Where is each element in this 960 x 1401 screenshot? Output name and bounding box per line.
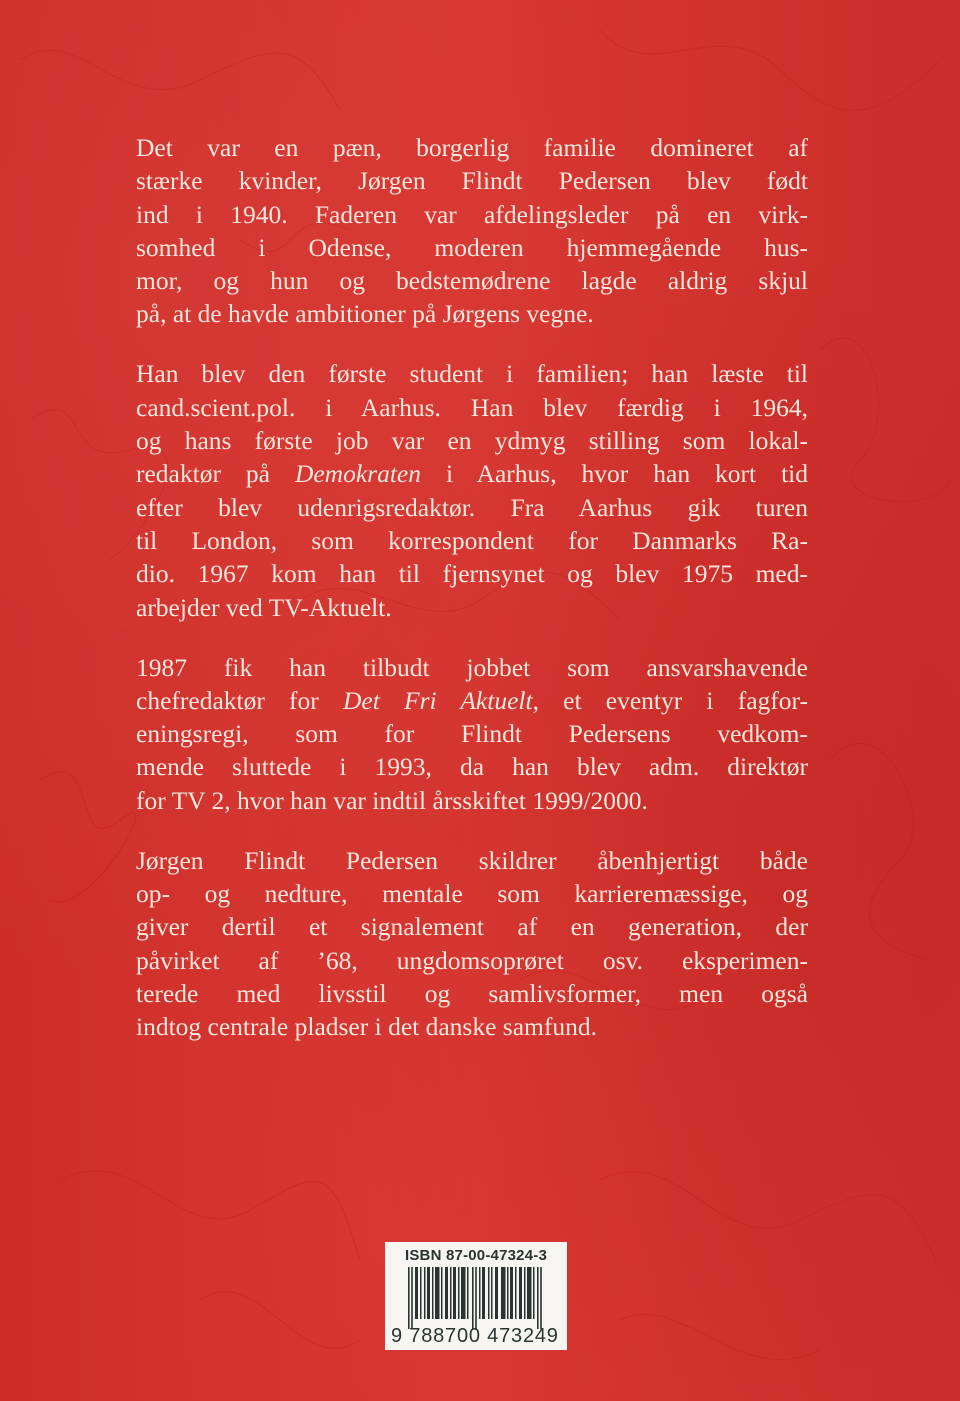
text-segment: chefredaktør for — [136, 685, 343, 715]
newspaper-title-det-fri-aktuelt: Det Fri Aktuelt — [342, 685, 533, 715]
text-line: på, at de havde ambitioner på Jørgens vegne. — [136, 299, 594, 329]
ean-digits: 9 788700 473249 — [391, 1325, 559, 1347]
text-line: indtog centrale pladser i det danske samfund. — [136, 1012, 597, 1042]
text-segment: redaktør på — [136, 459, 295, 489]
isbn-barcode-label — [385, 1242, 567, 1350]
text-line-with-title — [136, 684, 808, 717]
blurb-paragraph-3 — [136, 651, 808, 817]
text-line: Det var en pæn, borgerlig familie domineret af — [136, 133, 808, 162]
blurb-paragraph-2 — [136, 357, 808, 623]
text-line: terede med livsstil og samlivsformer, men også — [136, 978, 808, 1008]
text-line: til London, som korrespondent for Danmarks Ra- — [136, 525, 808, 555]
text-line: dio. 1967 kom han til fjernsynet og blev 1975 med- — [136, 559, 808, 589]
text-segment: , et eventyr i fagfor- — [532, 685, 808, 715]
barcode-icon — [398, 1267, 554, 1329]
blurb-paragraph-4 — [136, 844, 808, 1044]
text-line: mor, og hun og bedstemødrene lagde aldrig skjul — [136, 266, 808, 296]
text-line: påvirket af ’68, ungdomsoprøret osv. eksperimen- — [136, 945, 808, 975]
isbn-number: ISBN 87-00-47324-3 — [404, 1247, 547, 1264]
text-line: giver dertil et signalement af en generation, der — [136, 912, 808, 942]
text-line-with-title — [136, 457, 808, 490]
text-line: mende sluttede i 1993, da han blev adm. direktør — [136, 752, 808, 782]
text-line: og hans første job var en ydmyg stilling som lokal- — [136, 426, 808, 456]
text-line: somhed i Odense, moderen hjemmegående hus- — [136, 232, 808, 262]
text-line: efter blev udenrigsredaktør. Fra Aarhus gik turen — [136, 492, 808, 522]
text-line: eningsregi, som for Flindt Pedersens vedkom- — [136, 719, 808, 749]
text-line: Jørgen Flindt Pedersen skildrer åbenhjertigt både — [136, 845, 808, 875]
text-line: Han blev den første student i familien; han læste til — [136, 359, 808, 389]
text-segment: i Aarhus, hvor han kort tid — [420, 459, 808, 489]
blurb-paragraph-1 — [136, 131, 808, 331]
text-line: op- og nedture, mentale som karrieremæssige, og — [136, 879, 808, 908]
text-line: ind i 1940. Faderen var afdelingsleder på en virk- — [136, 199, 808, 229]
text-line: for TV 2, hvor han var indtil årsskiftet 1999/2000. — [136, 785, 648, 815]
newspaper-title-demokraten: Demokraten — [294, 459, 421, 489]
text-line: 1987 fik han tilbudt jobbet som ansvarshavende — [136, 652, 808, 682]
text-line: arbejder ved TV-Aktuelt. — [136, 592, 392, 622]
text-line: stærke kvinder, Jørgen Flindt Pedersen blev født — [136, 166, 808, 196]
text-line: cand.scient.pol. i Aarhus. Han blev færdig i 1964, — [136, 392, 808, 422]
back-cover-blurb — [136, 131, 808, 1070]
